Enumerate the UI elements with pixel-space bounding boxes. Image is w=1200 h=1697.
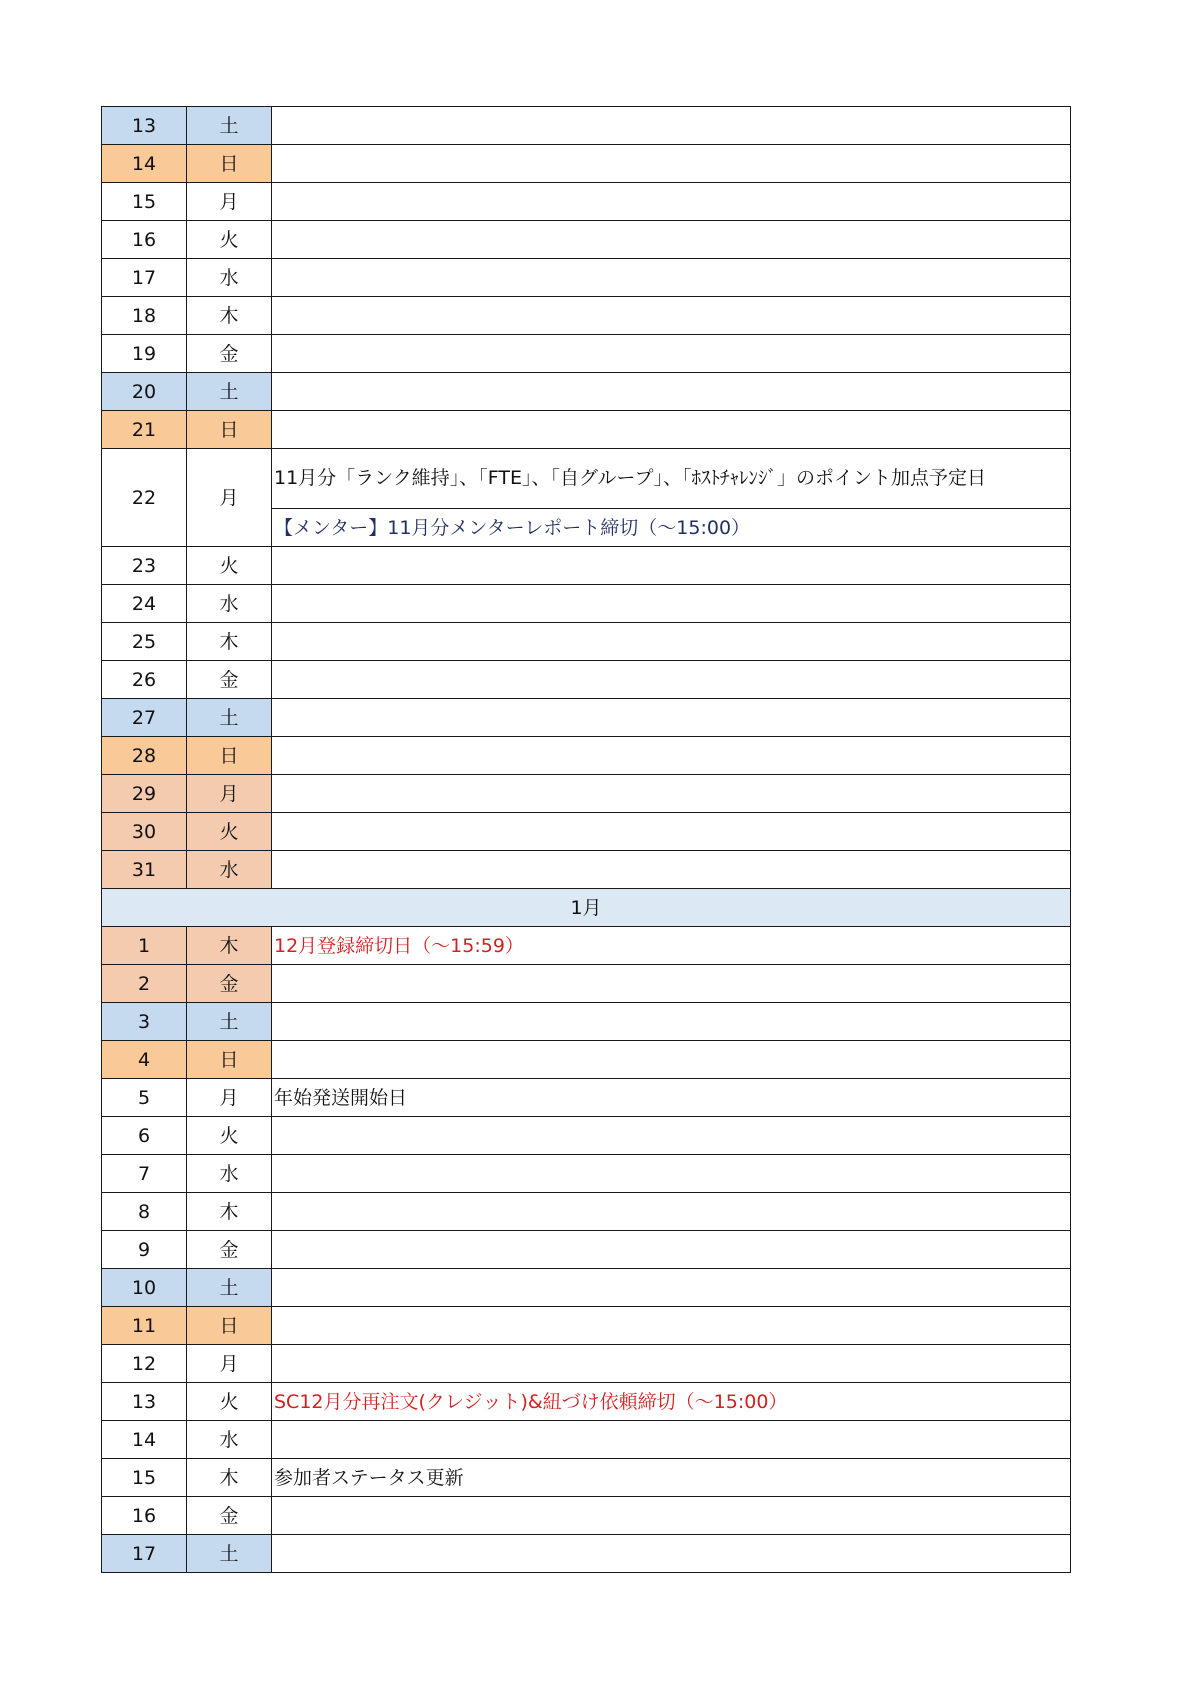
event-cell: 【メンター】11月分メンターレポート締切（～15:00）: [272, 509, 1071, 547]
day-row: [102, 1459, 1071, 1497]
event-cell: [272, 1421, 1071, 1459]
day-row: [102, 297, 1071, 335]
day-number: 13: [102, 1383, 187, 1421]
weekday: 日: [187, 145, 272, 183]
weekday: 土: [187, 1003, 272, 1041]
weekday: 火: [187, 813, 272, 851]
day-number: 10: [102, 1269, 187, 1307]
day-row: [102, 1269, 1071, 1307]
weekday: 土: [187, 1535, 272, 1573]
day-row: [102, 661, 1071, 699]
day-row: [102, 927, 1071, 965]
day-number: 31: [102, 851, 187, 889]
weekday: 日: [187, 1041, 272, 1079]
day-number: 9: [102, 1231, 187, 1269]
event-cell: [272, 623, 1071, 661]
day-number: 14: [102, 1421, 187, 1459]
day-number: 6: [102, 1117, 187, 1155]
weekday: 月: [187, 449, 272, 547]
day-row: [102, 107, 1071, 145]
day-number: 18: [102, 297, 187, 335]
weekday: 水: [187, 259, 272, 297]
weekday: 土: [187, 1269, 272, 1307]
weekday: 金: [187, 1231, 272, 1269]
day-number: 26: [102, 661, 187, 699]
day-row: [102, 1345, 1071, 1383]
day-row: [102, 1421, 1071, 1459]
event-cell: [272, 297, 1071, 335]
day-row: [102, 373, 1071, 411]
day-number: 27: [102, 699, 187, 737]
month-header: 1月: [102, 889, 1071, 927]
event-cell: [272, 1193, 1071, 1231]
weekday: 金: [187, 661, 272, 699]
weekday: 金: [187, 335, 272, 373]
event-cell: [272, 813, 1071, 851]
event-cell: [272, 585, 1071, 623]
event-cell: [272, 1497, 1071, 1535]
day-number: 28: [102, 737, 187, 775]
weekday: 水: [187, 851, 272, 889]
weekday: 土: [187, 699, 272, 737]
event-cell: [272, 107, 1071, 145]
day-row: [102, 1079, 1071, 1117]
weekday: 火: [187, 221, 272, 259]
weekday: 月: [187, 1079, 272, 1117]
event-cell: [272, 411, 1071, 449]
event-cell: [272, 373, 1071, 411]
day-number: 23: [102, 547, 187, 585]
day-number: 7: [102, 1155, 187, 1193]
day-number: 19: [102, 335, 187, 373]
event-cell: [272, 1003, 1071, 1041]
event-cell: 11月分「ランク維持」、「FTE」、「自グループ」、「ﾎｽﾄﾁｬﾚﾝｼﾞ」のポイント加点予定日: [272, 449, 1071, 509]
day-row: [102, 1155, 1071, 1193]
event-cell: [272, 737, 1071, 775]
day-number: 29: [102, 775, 187, 813]
event-cell: 年始発送開始日: [272, 1079, 1071, 1117]
day-row: [102, 1193, 1071, 1231]
weekday: 木: [187, 297, 272, 335]
day-number: 2: [102, 965, 187, 1003]
day-number: 17: [102, 1535, 187, 1573]
weekday: 金: [187, 1497, 272, 1535]
day-row: [102, 221, 1071, 259]
day-row: [102, 1041, 1071, 1079]
day-row: [102, 1535, 1071, 1573]
day-row: [102, 1117, 1071, 1155]
day-number: 21: [102, 411, 187, 449]
day-number: 11: [102, 1307, 187, 1345]
day-number: 24: [102, 585, 187, 623]
schedule-table: [101, 106, 1071, 1573]
event-cell: [272, 259, 1071, 297]
weekday: 木: [187, 927, 272, 965]
day-number: 30: [102, 813, 187, 851]
event-cell: [272, 965, 1071, 1003]
day-number: 15: [102, 183, 187, 221]
day-row: [102, 449, 1071, 509]
day-number: 4: [102, 1041, 187, 1079]
event-cell: [272, 145, 1071, 183]
day-number: 15: [102, 1459, 187, 1497]
schedule-body: [102, 107, 1071, 1573]
day-number: 8: [102, 1193, 187, 1231]
event-cell: [272, 335, 1071, 373]
day-row: [102, 737, 1071, 775]
weekday: 日: [187, 411, 272, 449]
event-cell: [272, 221, 1071, 259]
day-row: [102, 699, 1071, 737]
day-row: [102, 775, 1071, 813]
weekday: 水: [187, 1421, 272, 1459]
event-cell: [272, 1307, 1071, 1345]
day-number: 16: [102, 1497, 187, 1535]
event-cell: [272, 775, 1071, 813]
event-cell: [272, 1041, 1071, 1079]
event-cell: [272, 183, 1071, 221]
event-cell: [272, 1155, 1071, 1193]
day-row: [102, 965, 1071, 1003]
day-number: 16: [102, 221, 187, 259]
weekday: 木: [187, 1459, 272, 1497]
day-row: [102, 145, 1071, 183]
event-cell: [272, 1231, 1071, 1269]
day-row: [102, 411, 1071, 449]
event-cell: SC12月分再注文(クレジット)&紐づけ依頼締切（～15:00）: [272, 1383, 1071, 1421]
day-row: [102, 1231, 1071, 1269]
day-row: [102, 1383, 1071, 1421]
weekday: 土: [187, 373, 272, 411]
day-number: 13: [102, 107, 187, 145]
weekday: 火: [187, 547, 272, 585]
day-number: 20: [102, 373, 187, 411]
event-cell: [272, 851, 1071, 889]
day-row: [102, 1003, 1071, 1041]
weekday: 水: [187, 1155, 272, 1193]
weekday: 月: [187, 775, 272, 813]
event-cell: 12月登録締切日（～15:59）: [272, 927, 1071, 965]
weekday: 木: [187, 623, 272, 661]
event-cell: [272, 1535, 1071, 1573]
day-row: [102, 335, 1071, 373]
event-cell: [272, 661, 1071, 699]
event-cell: [272, 1345, 1071, 1383]
day-row: [102, 1497, 1071, 1535]
weekday: 火: [187, 1117, 272, 1155]
day-number: 14: [102, 145, 187, 183]
day-row: [102, 259, 1071, 297]
day-row: [102, 1307, 1071, 1345]
event-cell: [272, 1269, 1071, 1307]
day-number: 5: [102, 1079, 187, 1117]
event-cell: [272, 1117, 1071, 1155]
day-row: [102, 183, 1071, 221]
event-cell: [272, 547, 1071, 585]
day-number: 12: [102, 1345, 187, 1383]
weekday: 日: [187, 737, 272, 775]
weekday: 木: [187, 1193, 272, 1231]
weekday: 日: [187, 1307, 272, 1345]
weekday: 金: [187, 965, 272, 1003]
weekday: 水: [187, 585, 272, 623]
day-number: 22: [102, 449, 187, 547]
weekday: 月: [187, 183, 272, 221]
weekday: 土: [187, 107, 272, 145]
day-number: 17: [102, 259, 187, 297]
event-cell: [272, 699, 1071, 737]
day-row: [102, 547, 1071, 585]
day-row: [102, 585, 1071, 623]
weekday: 火: [187, 1383, 272, 1421]
day-row: [102, 851, 1071, 889]
month-header-row: [102, 889, 1071, 927]
day-number: 1: [102, 927, 187, 965]
day-row: [102, 623, 1071, 661]
day-number: 25: [102, 623, 187, 661]
day-row: [102, 813, 1071, 851]
weekday: 月: [187, 1345, 272, 1383]
day-number: 3: [102, 1003, 187, 1041]
event-cell: 参加者ステータス更新: [272, 1459, 1071, 1497]
